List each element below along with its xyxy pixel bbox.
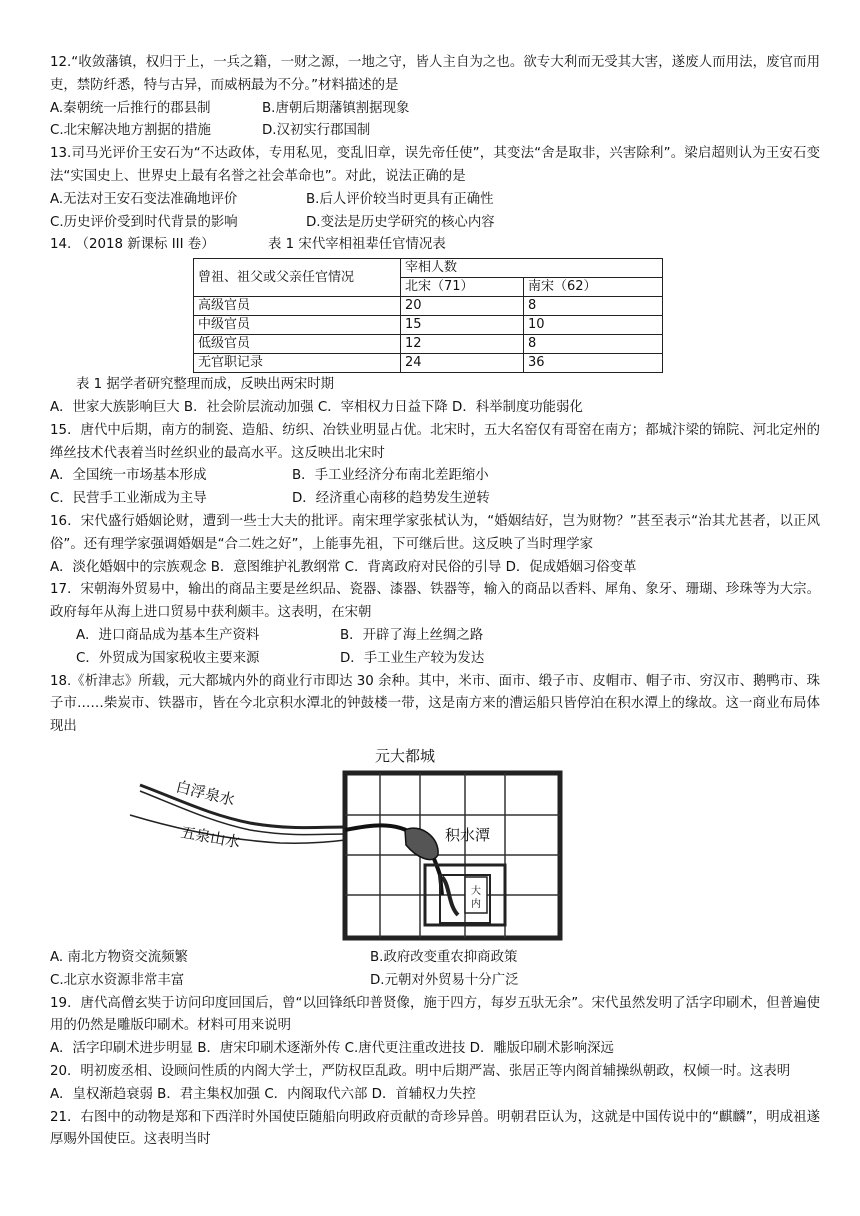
q12-option-b[interactable]: B.唐朝后期藩镇割据现象 <box>262 100 410 116</box>
q14-group-header: 宰相人数 <box>401 259 663 278</box>
q17-stem: 17．宋朝海外贸易中，输出的商品主要是丝织品、瓷器、漆器、铁器等，输入的商品以香料、犀角、象牙、珊瑚、珍珠等为大宗。政府每年从海上进口贸易中获利颇丰。这表明，在宋朝 <box>50 582 820 621</box>
lake-label: 积水潭 <box>445 825 491 844</box>
q12-options-row2 <box>50 120 820 143</box>
q15-option-b[interactable]: B．手工业经济分布南北差距缩小 <box>292 468 489 484</box>
q20-stem: 20．明初废丞相、设顾问性质的内阁大学士，严防权臣乱政。明中后期严嵩、张居正等内阁首辅操纵朝政，权倾一时。这表明 <box>50 1063 791 1079</box>
q17-options-row1 <box>50 625 820 648</box>
river-baifu-line <box>140 785 345 828</box>
north-count: 20 <box>401 297 524 316</box>
q13-option-b[interactable]: B.后人评价较当时更具有正确性 <box>306 191 494 207</box>
north-count: 12 <box>401 335 524 354</box>
q18-option-a[interactable]: A. 南北方物资交流频繁 <box>50 949 188 965</box>
q14-number: 14. （2018 新课标 III 卷） <box>50 237 215 253</box>
q18-options-row1 <box>50 947 820 970</box>
table-row <box>194 297 663 316</box>
q15-option-a[interactable]: A．全国统一市场基本形成 <box>50 468 207 484</box>
q16-options[interactable]: A．淡化婚姻中的宗族观念 B．意图维护礼教纲常 C．背离政府对民俗的引导 D．促成婚姻习俗变革 <box>50 559 637 575</box>
south-count: 8 <box>524 335 663 354</box>
q18-option-d[interactable]: D.元朝对外贸易十分广泛 <box>370 972 519 988</box>
q17-option-d[interactable]: D．手工业生产较为发达 <box>340 650 485 666</box>
row-label: 中级官员 <box>194 316 401 335</box>
q13-option-a[interactable]: A.无法对王安石变法准确地评价 <box>50 191 238 207</box>
q18-option-c[interactable]: C.北京水资源非常丰富 <box>50 972 185 988</box>
q15-option-c[interactable]: C．民营手工业渐成为主导 <box>50 491 207 507</box>
exam-page <box>50 52 820 1152</box>
q14-stem: 表 1 据学者研究整理而成，反映出两宋时期 <box>76 377 335 393</box>
palace-label: 大内 <box>471 885 481 910</box>
q16-stem: 16．宋代盛行婚姻论财，遭到一些士大夫的批评。南宋理学家张栻认为，“婚姻结好，岂为财物？”甚至表示“治其尤甚者，以正风俗”。还有理学家强调婚姻是“合二姓之好”，上能事先祖，下可继后世。这反映了当时理学家 <box>50 513 820 552</box>
table-row <box>194 335 663 354</box>
map-title: 元大都城 <box>375 746 436 765</box>
palace-pond <box>442 877 458 915</box>
north-count: 15 <box>401 316 524 335</box>
q15-stem: 15．唐代中后期，南方的制瓷、造船、纺织、冶铁业明显占优。北宋时，五大名窑仅有哥窑在南方；都城汴梁的锦院、河北定州的缂丝技术代表着当时丝织业的最高水平。这反映出北宋时 <box>50 422 820 461</box>
q13-option-d[interactable]: D.变法是历史学研究的核心内容 <box>306 214 495 230</box>
q12-option-c[interactable]: C.北宋解决地方割据的措施 <box>50 123 211 139</box>
q14-south-header: 南宋（62） <box>524 278 663 297</box>
q12-stem: 12.“收敛藩镇，权归于上，一兵之籍，一财之源，一地之守，皆人主自为之也。欲专大利而无受其大害，遂废人而用法，废官而用吏，禁防纤悉，特与古异，而威柄最为不分。”材料描述的是 <box>50 55 820 93</box>
row-label: 低级官员 <box>194 335 401 354</box>
q19-stem: 19．唐代高僧玄奘于访问印度回国后，曾“以回锋纸印普贤像，施于四方，每岁五驮无余”。宋代虽然发明了活字印刷术，但普遍使用的仍然是雕版印刷术。材料可用来说明 <box>50 995 820 1034</box>
q12-option-a[interactable]: A.秦朝统一后推行的郡县制 <box>50 100 211 116</box>
table-row <box>194 316 663 335</box>
q12-options-row1 <box>50 98 820 121</box>
q18-option-b[interactable]: B.政府改变重农抑商政策 <box>370 949 518 965</box>
q13-stem: 13.司马光评价王安石为“不达政体，专用私见，变乱旧章，误先帝任使”，其变法“舍是取非，兴害除利”。梁启超则认为王安石变法“实国史上、世界史上最有名誉之社会革命也”。对此，说法正确的是 <box>50 146 820 184</box>
south-count: 36 <box>524 354 663 373</box>
river-label-baifu: 白浮泉水 <box>174 777 237 810</box>
row-label: 无官职记录 <box>194 354 401 373</box>
map-svg <box>120 745 680 945</box>
q15-option-d[interactable]: D．经济重心南移的趋势发生逆转 <box>292 491 490 507</box>
q14-table-title: 表 1 宋代宰相祖辈任官情况表 <box>268 237 446 253</box>
q12-option-d[interactable]: D.汉初实行郡国制 <box>262 123 371 139</box>
q14-table <box>193 258 663 373</box>
q14-header <box>50 234 820 257</box>
north-count: 24 <box>401 354 524 373</box>
q18-options-row2 <box>50 970 820 993</box>
table-row <box>194 354 663 373</box>
q18-stem: 18.《析津志》所载，元大都城内外的商业行市即达 30 余种。其中，米市、面市、缎子市、皮帽市、帽子市、穷汉市、鹅鸭市、珠子市……柴炭市、铁器市，皆在今北京积水潭北的钟鼓楼一带，这是南方来的漕运船只皆停泊在积水潭上的缘故。这一商业布局体现出 <box>50 673 820 735</box>
south-count: 8 <box>524 297 663 316</box>
q17-option-c[interactable]: C．外贸成为国家税收主要来源 <box>76 650 260 666</box>
south-count: 10 <box>524 316 663 335</box>
q13-options-row1 <box>50 189 820 212</box>
q17-option-a[interactable]: A．进口商品成为基本生产资料 <box>76 627 260 643</box>
street-grid <box>345 773 560 938</box>
river-label-wuquan: 五泉山水 <box>179 823 242 852</box>
row-label: 高级官员 <box>194 297 401 316</box>
yuan-dadu-map <box>50 745 820 945</box>
q13-options-row2 <box>50 212 820 235</box>
q20-options[interactable]: A．皇权渐趋衰弱 B．君主集权加强 C．内阁取代六部 D．首辅权力失控 <box>50 1086 476 1102</box>
q14-north-header: 北宋（71） <box>401 278 524 297</box>
q14-col-header: 曾祖、祖父或父亲任官情况 <box>194 259 401 297</box>
q15-options-row1 <box>50 465 820 488</box>
q21-stem: 21．右图中的动物是郑和下西洋时外国使臣随船向明政府贡献的奇珍异兽。明朝君臣认为，这就是中国传说中的“麒麟”，明成祖遂厚赐外国使臣。这表明当时 <box>50 1109 820 1148</box>
q19-options[interactable]: A．活字印刷术进步明显 B．唐宋印刷术逐渐外传 C.唐代更注重改进技 D．雕版印刷术影响深远 <box>50 1041 614 1057</box>
q17-option-b[interactable]: B．开辟了海上丝绸之路 <box>340 627 484 643</box>
q17-options-row2 <box>50 648 820 671</box>
q14-options[interactable]: A．世家大族影响巨大 B．社会阶层流动加强 C．宰相权力日益下降 D．科举制度功能弱化 <box>50 399 583 415</box>
q15-options-row2 <box>50 488 820 511</box>
q13-option-c[interactable]: C.历史评价受到时代背景的影响 <box>50 214 238 230</box>
